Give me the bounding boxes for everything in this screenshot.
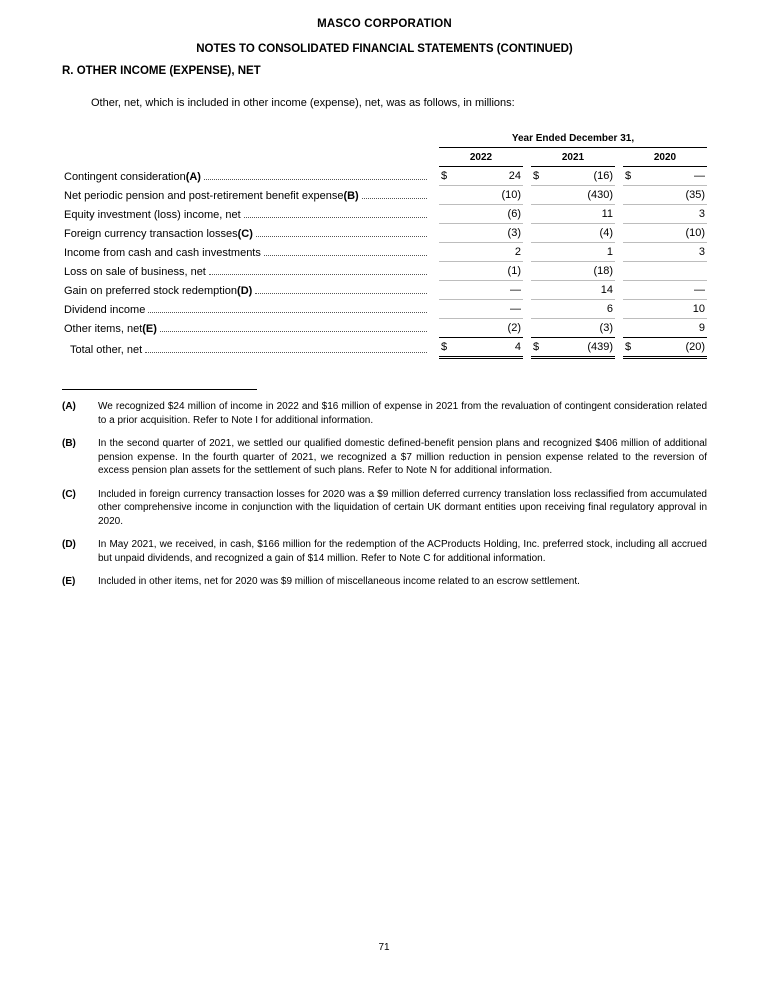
row-label: Equity investment (loss) income, net — [62, 206, 431, 224]
table-row — [62, 186, 707, 205]
cell-2021: (18) — [531, 262, 615, 281]
footnote-d — [62, 538, 707, 565]
year-header-2021: 2021 — [531, 148, 615, 167]
footnote-text: Included in foreign currency transaction losses for 2020 was a $9 million deferred currency translation loss reclassified from accumulated other comprehensive income in conjunction with the liquidation of certain UK dormant entities upon receiving final regulatory approval in 2020. — [98, 488, 707, 527]
period-header: Year Ended December 31, — [439, 133, 707, 148]
footnote-text: We recognized $24 million of income in 2022 and $16 million of expense in 2021 from the revaluation of contingent consideration related to a prior acquisition. Refer to Note I for additional information. — [98, 401, 707, 426]
year-header-2022: 2022 — [439, 148, 523, 167]
cell-2022: — — [439, 300, 523, 319]
cell-2021: 1 — [531, 243, 615, 262]
cell-2022: (6) — [439, 205, 523, 224]
dot-leader — [244, 217, 427, 218]
cell-2020: 3 — [623, 243, 707, 262]
row-label: Dividend income — [62, 301, 431, 319]
cell-2021: (3) — [531, 319, 615, 338]
cell-2021: 14 — [531, 281, 615, 300]
table-row — [62, 167, 707, 186]
footnote-marker: (E) — [62, 576, 76, 587]
row-label: Gain on preferred stock redemption (D) — [62, 282, 431, 300]
intro-paragraph: Other, net, which is included in other income (expense), net, was as follows, in millions: — [91, 97, 515, 109]
cell-2022: $ 24 — [439, 167, 523, 186]
table-row — [62, 300, 707, 319]
cell-2022: (2) — [439, 319, 523, 338]
row-label: Contingent consideration (A) — [62, 168, 431, 186]
footnote-marker: (D) — [62, 539, 76, 550]
cell-2021: 6 — [531, 300, 615, 319]
table-row — [62, 224, 707, 243]
total-cell-2020: $ (20) — [623, 338, 707, 359]
table-row — [62, 319, 707, 338]
notes-subtitle: NOTES TO CONSOLIDATED FINANCIAL STATEMENTS (CONTINUED) — [196, 43, 573, 55]
year-header-2020: 2020 — [623, 148, 707, 167]
cell-2022: 2 — [439, 243, 523, 262]
footnote-marker: (B) — [62, 438, 76, 449]
dot-leader — [145, 352, 427, 353]
dot-leader — [255, 293, 427, 294]
cell-2022: — — [439, 281, 523, 300]
table-row — [62, 205, 707, 224]
footnote-divider — [62, 389, 257, 390]
dot-leader — [362, 198, 427, 199]
table-row — [62, 262, 707, 281]
cell-2020: 10 — [623, 300, 707, 319]
row-label: Total other, net — [62, 341, 431, 359]
dot-leader — [160, 331, 427, 332]
row-label: Net periodic pension and post-retirement benefit expense (B) — [62, 187, 431, 205]
table-year-header-row — [62, 148, 707, 167]
footnote-text: In the second quarter of 2021, we settled our qualified domestic defined-benefit pension plans and recognized $406 million of additional pension expense. In the fourth quarter of 2021, we recognized a $7 million reduction in pension expense related to the reversion of excess pension plan assets for the settlement of such plans. Refer to Note N for additional information. — [98, 438, 707, 476]
cell-2021: (430) — [531, 186, 615, 205]
footnote-marker: (C) — [62, 488, 76, 500]
dot-leader — [148, 312, 427, 313]
cell-2020 — [623, 274, 707, 281]
table-row — [62, 243, 707, 262]
footnote-e — [62, 575, 707, 589]
footnote-b — [62, 437, 707, 478]
table-period-header-row — [62, 133, 707, 148]
cell-2020: (10) — [623, 224, 707, 243]
footnote-a — [62, 400, 707, 427]
table-total-row — [62, 338, 707, 359]
cell-2020: 3 — [623, 205, 707, 224]
footnote-text: In May 2021, we received, in cash, $166 million for the redemption of the ACProducts Holding, Inc. preferred stock, including all accrued but unpaid dividends, and recognized a gain of $14 million. Refer to Note C for additional information. — [98, 539, 707, 564]
table-row — [62, 281, 707, 300]
dot-leader — [204, 179, 427, 180]
section-heading: R. OTHER INCOME (EXPENSE), NET — [62, 65, 261, 77]
cell-2020: (35) — [623, 186, 707, 205]
dot-leader — [264, 255, 427, 256]
footnotes — [62, 400, 707, 589]
footnote-marker: (A) — [62, 401, 76, 412]
dot-leader — [256, 236, 427, 237]
footnote-c — [62, 488, 707, 529]
footnote-text: Included in other items, net for 2020 was $9 million of miscellaneous income related to an escrow settlement. — [98, 576, 580, 587]
row-label: Income from cash and cash investments — [62, 244, 431, 262]
row-label: Foreign currency transaction losses (C) — [62, 225, 431, 243]
cell-2020: $ — — [623, 167, 707, 186]
total-cell-2021: $ (439) — [531, 338, 615, 359]
cell-2021: 11 — [531, 205, 615, 224]
cell-2022: (1) — [439, 262, 523, 281]
company-title: MASCO CORPORATION — [317, 18, 452, 30]
cell-2020: 9 — [623, 319, 707, 338]
cell-2020: — — [623, 281, 707, 300]
other-net-table — [62, 133, 707, 359]
page-number: 71 — [378, 942, 390, 953]
cell-2021: (4) — [531, 224, 615, 243]
cell-2022: (3) — [439, 224, 523, 243]
total-cell-2022: $ 4 — [439, 338, 523, 359]
cell-2022: (10) — [439, 186, 523, 205]
dot-leader — [209, 274, 427, 275]
cell-2021: $ (16) — [531, 167, 615, 186]
row-label: Loss on sale of business, net — [62, 263, 431, 281]
row-label: Other items, net (E) — [62, 320, 431, 338]
